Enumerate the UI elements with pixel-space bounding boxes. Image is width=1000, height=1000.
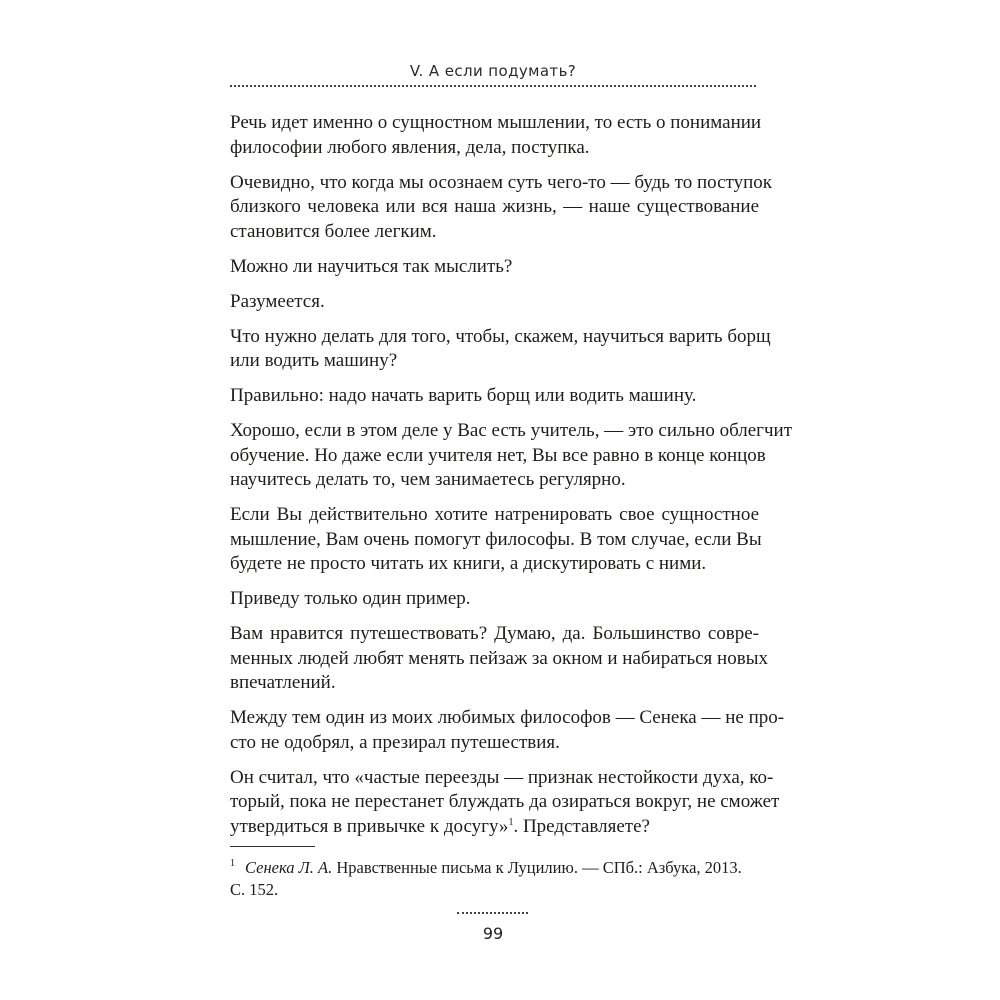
page-number: 99 [482, 924, 504, 943]
text-line: обучение. Но даже если учителя нет, Вы все равно в конце концов [230, 444, 766, 466]
footnote [230, 857, 760, 901]
sentence-text: . Представляете? [513, 815, 650, 837]
text-line: сто не одобрял, а презирал путешествия. [230, 731, 560, 753]
paragraph [230, 171, 773, 245]
footnote-reference[interactable]: 1 [508, 816, 514, 828]
footnote-mark: 1 [230, 858, 235, 869]
footnote-line: С. 152. [230, 880, 279, 899]
text-line: научитесь делать то, чем занимаетесь регулярно. [230, 469, 626, 490]
paragraph [230, 622, 768, 696]
paragraph [230, 766, 780, 840]
paragraph [230, 503, 762, 577]
text-line: будете не просто читать их книги, а дискутировать с ними. [230, 553, 707, 574]
text-line: становится более легким. [230, 220, 437, 242]
text-line: близкого человека или вся наша жизнь, — наше существование [230, 196, 759, 217]
paragraph [230, 384, 759, 409]
text-line: торый, пока не перестанет блуждать да озираться вокруг, не сможет [230, 791, 780, 812]
text-line: Очевидно, что когда мы осознаем суть чего-то — будь то поступок [230, 171, 773, 193]
text-line: Речь идет именно о сущностном мышлении, то есть о понимании [230, 112, 762, 133]
paragraph [230, 290, 759, 315]
text-line [230, 815, 759, 840]
text-line: менных людей любят менять пейзаж за окном и набираться новых [230, 647, 768, 669]
footnote-text: Нравственные письма к Луцилию. — СПб.: Азбука, 2013. [332, 858, 742, 877]
paragraph [230, 255, 759, 280]
text-line: Если Вы действительно хотите натренировать свое сущностное [230, 504, 759, 525]
text-line: Разумеется. [230, 290, 325, 312]
running-head: V. А если подумать? [409, 62, 577, 80]
page-number-ornament [457, 912, 528, 914]
text-line: Хорошо, если в этом деле у Вас есть учитель, — это сильно облегчит [230, 420, 793, 441]
paragraph [230, 111, 762, 160]
text-line: Приведу только один пример. [230, 588, 471, 609]
footnote-line [230, 857, 760, 879]
text-line: Между тем один из моих любимых философов — Сенека — не про- [230, 707, 785, 728]
footnote-rule [230, 846, 315, 847]
text-line: Вам нравится путешествовать? Думаю, да. Большинство совре- [230, 623, 759, 644]
paragraph [230, 706, 785, 755]
text-line: Можно ли научиться так мыслить? [230, 255, 513, 277]
footnote-author: Сенека Л. А. [245, 858, 333, 877]
text-line: мышление, Вам очень помогут философы. В том случае, если Вы [230, 528, 762, 550]
paragraph [230, 587, 759, 612]
body-text [230, 111, 793, 850]
text-line: или водить машину? [230, 350, 398, 371]
text-line: философии любого явления, дела, поступка. [230, 136, 590, 158]
quote-end-text: утвердиться в привычке к досугу» [230, 815, 509, 837]
paragraph [230, 419, 793, 493]
paragraph [230, 325, 771, 374]
text-line: Он считал, что «частые переезды — признак нестойкости духа, ко- [230, 766, 774, 788]
text-line: впечатлений. [230, 672, 336, 693]
header-dotted-rule [230, 85, 756, 87]
text-line: Что нужно делать для того, чтобы, скажем, научиться варить борщ [230, 325, 771, 347]
text-line: Правильно: надо начать варить борщ или водить машину. [230, 385, 697, 406]
